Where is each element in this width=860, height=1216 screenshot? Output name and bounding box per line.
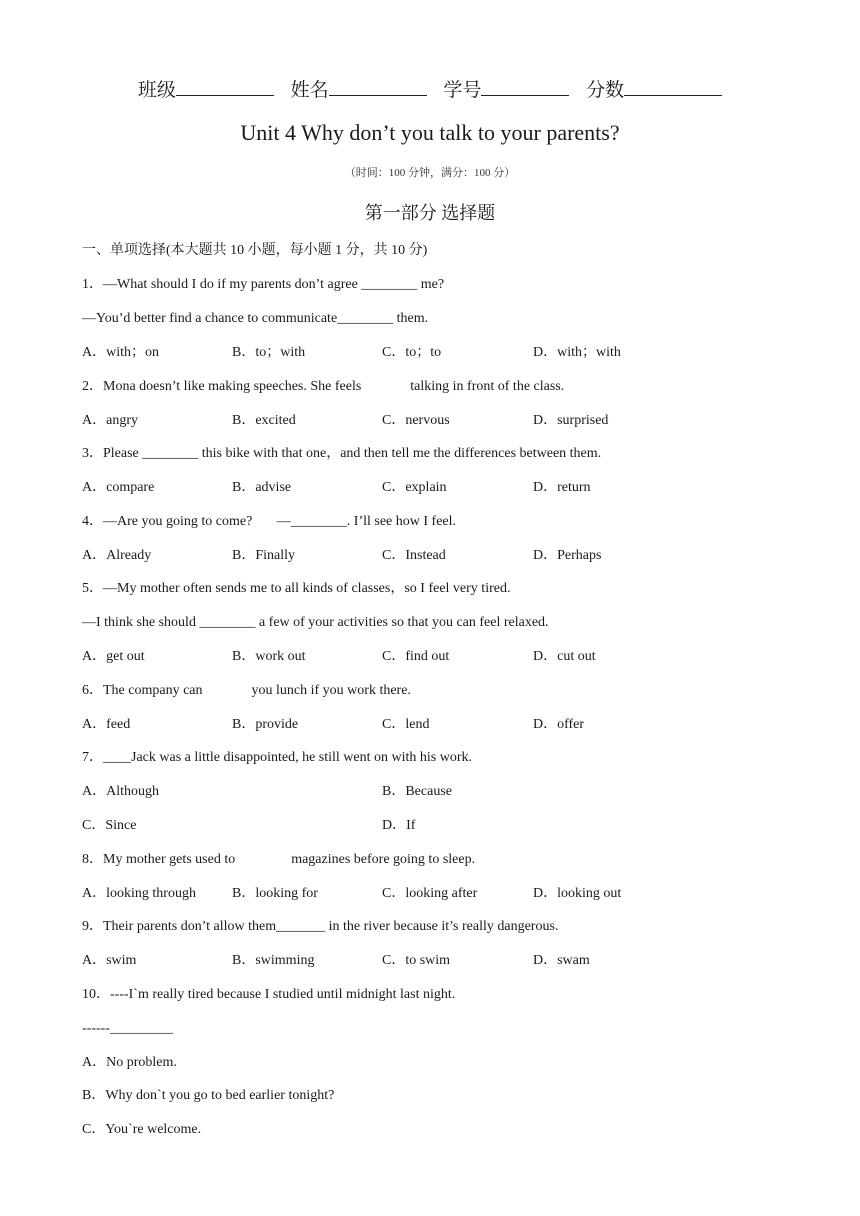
- student-id-label: 学号: [443, 80, 482, 101]
- q1-option-d[interactable]: D．with；with: [533, 345, 621, 360]
- q9-option-c[interactable]: C．to swim: [382, 953, 451, 968]
- q5-option-a[interactable]: A．get out: [82, 649, 145, 664]
- question-9-line-1: 9．Their parents don’t allow them_______ in the river because it’s really dangerous.: [82, 919, 559, 934]
- student-info-header: [0, 75, 860, 102]
- student-id-field: [443, 75, 569, 102]
- q4-option-b[interactable]: B．Finally: [232, 548, 296, 563]
- q9-option-a[interactable]: A．swim: [82, 953, 137, 968]
- exam-time-note: （时间：100 分钟，满分：100 分）: [344, 167, 516, 179]
- q3-option-b[interactable]: B．advise: [232, 480, 292, 495]
- q5-option-c[interactable]: C．find out: [382, 649, 450, 664]
- q6-option-c[interactable]: C．lend: [382, 717, 430, 732]
- q7-option-a[interactable]: A．Although: [82, 784, 159, 799]
- score-label: 分数: [586, 80, 625, 101]
- question-1-line-2: —You’d better find a chance to communicate________ them.: [82, 311, 429, 326]
- class-blank[interactable]: [176, 94, 274, 96]
- q4-option-d[interactable]: D．Perhaps: [533, 548, 602, 563]
- question-4-line-1: 4．—Are you going to come? —________. I’ll see how I feel.: [82, 514, 457, 529]
- q2-option-a[interactable]: A．angry: [82, 413, 138, 428]
- q8-option-a[interactable]: A．looking through: [82, 886, 196, 901]
- part-title: 第一部分 选择题: [364, 203, 496, 223]
- q2-option-d[interactable]: D．surprised: [533, 413, 609, 428]
- q5-option-b[interactable]: B．work out: [232, 649, 306, 664]
- q10-option-a[interactable]: A．No problem.: [82, 1055, 177, 1070]
- q3-option-a[interactable]: A．compare: [82, 480, 155, 495]
- q8-option-b[interactable]: B．looking for: [232, 886, 318, 901]
- q2-option-b[interactable]: B．excited: [232, 413, 296, 428]
- score-field: [586, 75, 722, 102]
- score-blank[interactable]: [624, 94, 722, 96]
- name-field: [291, 75, 427, 102]
- q4-option-a[interactable]: A．Already: [82, 548, 152, 563]
- q8-option-c[interactable]: C．looking after: [382, 886, 478, 901]
- question-2-line-1: 2．Mona doesn’t like making speeches. She feels talking in front of the class.: [82, 379, 565, 394]
- question-8-line-1: 8．My mother gets used to magazines before going to sleep.: [82, 852, 476, 867]
- q5-option-d[interactable]: D．cut out: [533, 649, 596, 664]
- q9-option-b[interactable]: B．swimming: [232, 953, 315, 968]
- section-title: 一、单项选择(本大题共 10 小题，每小题 1 分，共 10 分): [82, 243, 428, 258]
- q6-option-b[interactable]: B．provide: [232, 717, 299, 732]
- question-1-line-1: 1．—What should I do if my parents don’t agree ________ me?: [82, 277, 445, 292]
- q1-option-b[interactable]: B．to；with: [232, 345, 306, 360]
- class-field: [138, 75, 274, 102]
- student-id-blank[interactable]: [481, 94, 569, 96]
- question-5-line-2: —I think she should ________ a few of your activities so that you can feel relaxed.: [82, 615, 549, 630]
- q7-option-d[interactable]: D．If: [382, 818, 416, 833]
- question-3-line-1: 3．Please ________ this bike with that one，and then tell me the differences between them.: [82, 446, 602, 461]
- class-label: 班级: [137, 80, 176, 101]
- q8-option-d[interactable]: D．looking out: [533, 886, 622, 901]
- page-title: Unit 4 Why don’t you talk to your parents?: [240, 120, 620, 145]
- question-6-line-1: 6．The company can you lunch if you work there.: [82, 683, 411, 698]
- q1-option-a[interactable]: A．with；on: [82, 345, 159, 360]
- question-7-line-1: 7．____Jack was a little disappointed, he still went on with his work.: [82, 750, 473, 765]
- q6-option-a[interactable]: A．feed: [82, 717, 131, 732]
- q2-option-c[interactable]: C．nervous: [382, 413, 450, 428]
- q10-option-b[interactable]: B．Why don`t you go to bed earlier tonight?: [82, 1088, 335, 1103]
- q6-option-d[interactable]: D．offer: [533, 717, 585, 732]
- name-blank[interactable]: [329, 94, 427, 96]
- q3-option-d[interactable]: D．return: [533, 480, 591, 495]
- q1-option-c[interactable]: C．to；to: [382, 345, 442, 360]
- q9-option-d[interactable]: D．swam: [533, 953, 590, 968]
- q7-option-c[interactable]: C．Since: [82, 818, 137, 833]
- q10-option-c[interactable]: C．You`re welcome.: [82, 1122, 202, 1137]
- name-label: 姓名: [290, 80, 329, 101]
- question-10-line-1: 10．----I`m really tired because I studied until midnight last night.: [82, 987, 456, 1002]
- q3-option-c[interactable]: C．explain: [382, 480, 447, 495]
- question-5-line-1: 5．—My mother often sends me to all kinds of classes，so I feel very tired.: [82, 581, 511, 596]
- question-10-line-2: ------_________: [82, 1021, 173, 1036]
- q4-option-c[interactable]: C．Instead: [382, 548, 446, 563]
- q7-option-b[interactable]: B．Because: [382, 784, 452, 799]
